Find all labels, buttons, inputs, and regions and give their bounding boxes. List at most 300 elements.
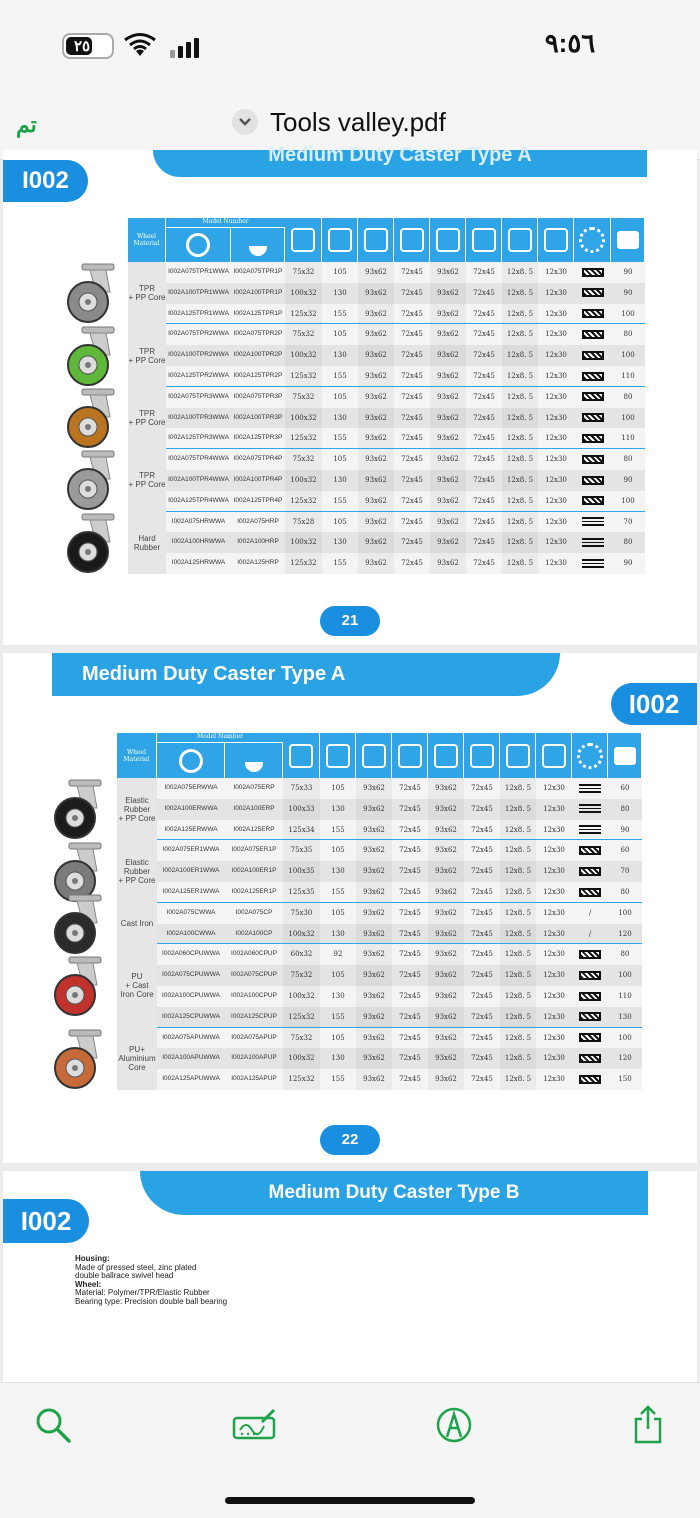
table-cell: 75x33 (283, 778, 320, 799)
search-button[interactable] (33, 1405, 73, 1445)
table-cell: 93x62 (430, 387, 466, 408)
table-cell: 12x8. 5 (500, 1069, 536, 1090)
table-cell: 72x45 (399, 825, 421, 834)
table-cell: 100 (621, 413, 635, 422)
plate-size-icon (436, 228, 460, 252)
table-row (157, 965, 642, 986)
table-row (157, 799, 642, 820)
table-cell: 93x62 (428, 1028, 464, 1049)
table-cell: I002A100TPR3WWA (168, 413, 229, 421)
table-cell: 110 (621, 434, 635, 443)
table-cell: 93x62 (356, 903, 392, 924)
table-cell: 93x62 (430, 532, 466, 553)
table-cell: 12x30 (543, 1012, 565, 1021)
table-cell: 125x32 (283, 1069, 320, 1090)
table-cell: 93x62 (356, 820, 392, 841)
signal-icon (170, 38, 206, 58)
table-cell: 12x8. 5 (500, 882, 536, 903)
table-row (166, 553, 645, 574)
table-cell: I002A125TPR2WWA (168, 372, 229, 379)
table-cell: 93x62 (430, 324, 466, 345)
column-header (231, 228, 285, 262)
table-cell: 12x30 (543, 1075, 565, 1084)
table-cell: 72x45 (399, 971, 421, 980)
table-cell: 105 (333, 517, 347, 526)
table-cell: 12x8. 5 (502, 324, 538, 345)
caster-wheel-image (47, 778, 107, 840)
series-badge: I002 (3, 1199, 89, 1243)
column-header (502, 218, 538, 262)
table-cell: 150 (618, 1075, 632, 1084)
table-cell: 93x62 (428, 799, 464, 820)
caster-wheel-image (47, 955, 107, 1017)
table-cell: I002A125HRP (237, 559, 279, 567)
column-header (283, 733, 320, 778)
table-cell: 12x8. 5 (500, 924, 536, 945)
table-cell: I002A125TPR3WWA (168, 434, 229, 442)
table-cell: 12x30 (543, 992, 565, 1000)
table-cell: 92 (333, 950, 343, 959)
wheel-material-cell: TPR + PP Core (128, 449, 166, 511)
table-cell: 75x32 (285, 262, 322, 283)
table-cell: 72x45 (471, 846, 493, 855)
table-cell: I002A075TPR3WWA (168, 392, 229, 400)
table-cell: 72x45 (473, 309, 495, 318)
caster-wheel-image (60, 325, 120, 387)
bearing-icon (579, 227, 605, 253)
wheel-line: Material: Polymer/TPR/Elastic Rubber (75, 1288, 210, 1297)
table-cell: 155 (333, 559, 347, 568)
table-cell: 125x32 (285, 304, 322, 325)
table-cell: I002A100HRWWA (171, 538, 226, 546)
battery-indicator (62, 33, 114, 59)
table-cell: 93x62 (358, 408, 394, 429)
wheel-line: Bearing type: Precision double ball bearing (75, 1296, 228, 1306)
table-cell: 75x32 (285, 387, 322, 408)
table-cell: I002A100HRP (237, 538, 279, 546)
signature-icon (232, 1408, 278, 1442)
table-cell: I002A100APUP (231, 1054, 277, 1062)
table-cell: 72x45 (473, 455, 495, 464)
table-cell: 72x45 (473, 517, 495, 526)
top-plate-size-icon (364, 228, 388, 252)
table-cell: I002A100TPR2P (233, 351, 283, 359)
status-bar (0, 0, 700, 95)
table-cell: I002A125TPR2P (233, 372, 283, 379)
table-cell: I002A100CP (235, 929, 273, 937)
table-cell: I002A125TPR4WWA (168, 496, 229, 504)
table-cell: 12x30 (545, 309, 567, 318)
table-cell: 72x45 (399, 804, 421, 813)
table-cell: 12x8. 5 (500, 778, 536, 799)
table-cell: 72x45 (471, 804, 493, 813)
table-row (166, 283, 645, 304)
table-cell: 130 (331, 929, 345, 938)
table-cell: 12x30 (545, 413, 567, 422)
table-cell: 72x45 (401, 455, 423, 464)
table-cell: 72x45 (399, 888, 421, 896)
table-cell: 72x45 (399, 1075, 421, 1084)
table-cell: 93x62 (428, 903, 464, 924)
table-cell: 100x32 (285, 408, 322, 429)
table-cell: 100 (618, 971, 632, 980)
signature-button[interactable] (232, 1405, 278, 1445)
table-cell: 90 (623, 476, 633, 484)
bearing-type-icon (572, 1007, 608, 1028)
table-cell: 12x8. 5 (500, 965, 536, 986)
table-cell: 12x30 (545, 351, 567, 360)
column-header (464, 733, 500, 778)
table-cell: I002A100ER1P (231, 867, 277, 875)
wheel-material-cell: Elastic Rubber + PP Core (117, 840, 157, 902)
table-cell: 72x45 (471, 1033, 493, 1042)
table-cell: 12x8. 5 (502, 428, 538, 449)
table-cell: 93x62 (358, 532, 394, 553)
bolt-hole-spacing-icon (470, 744, 494, 768)
table-cell: 125x34 (283, 820, 320, 841)
table-cell: 72x45 (471, 784, 493, 792)
swivel-caster-icon (245, 750, 263, 772)
table-cell: 12x8. 5 (502, 491, 538, 512)
share-button[interactable] (628, 1405, 668, 1445)
page-banner: Medium Duty Caster Type A (153, 150, 647, 177)
column-header (322, 218, 358, 262)
search-icon (34, 1406, 72, 1444)
table-cell: 125x32 (283, 1007, 320, 1028)
wheel-front-icon (179, 749, 203, 773)
table-cell: 12x30 (543, 825, 565, 834)
table-cell: 72x45 (473, 268, 495, 276)
column-header (466, 218, 502, 262)
table-cell: I002A100CWWA (166, 929, 216, 937)
markup-button[interactable] (434, 1405, 474, 1445)
table-cell: 80 (623, 330, 633, 339)
table-cell: 125x32 (285, 366, 322, 387)
mounting-icon (544, 228, 568, 252)
table-row (157, 820, 642, 841)
table-cell: 100 (618, 1033, 632, 1042)
table-row (166, 449, 645, 470)
table-cell: 105 (331, 1033, 345, 1042)
table-cell: I002A075CPUWWA (162, 971, 220, 979)
wheel-material-cell: TPR + PP Core (128, 324, 166, 386)
housing-line: Made of pressed steel, zinc plated (75, 1262, 197, 1272)
table-cell: 12x8. 5 (502, 345, 538, 366)
table-cell: I002A075ER1P (231, 846, 277, 854)
bearing-type-icon (572, 861, 608, 882)
bearing-type-icon (574, 304, 611, 325)
table-cell: I002A075TPR1P (233, 268, 283, 275)
table-cell: 72x45 (401, 309, 423, 318)
table-cell: I002A100TPR4WWA (168, 476, 229, 483)
table-cell: 100 (621, 496, 635, 505)
table-cell: 93x62 (430, 283, 466, 304)
table-cell: 93x62 (428, 820, 464, 841)
table-cell: 72x45 (471, 1075, 493, 1084)
column-header (500, 733, 536, 778)
table-cell: 93x62 (358, 262, 394, 283)
table-cell: 100 (621, 309, 635, 318)
table-row (166, 470, 645, 491)
table-cell: 12x30 (543, 784, 565, 792)
table-cell: 12x8. 5 (502, 304, 538, 325)
table-cell: I002A125ERP (233, 825, 275, 833)
wheel-material-cell: PU+ Aluminium Core (117, 1028, 157, 1090)
swivel-caster-icon (249, 234, 267, 256)
table-cell: 93x62 (430, 408, 466, 429)
table-cell: 155 (333, 309, 347, 318)
table-cell: 72x45 (473, 288, 495, 297)
table-cell: 12x30 (545, 455, 567, 464)
table-cell: 93x62 (430, 553, 466, 574)
caster-wheel-image (60, 262, 120, 324)
bearing-type-icon (572, 1069, 608, 1090)
table-cell: 72x45 (399, 1012, 421, 1021)
table-cell: 70 (620, 867, 630, 876)
table-cell: 80 (623, 392, 633, 401)
table-cell: 72x45 (401, 434, 423, 443)
table-cell: I002A125TPR3P (233, 434, 283, 442)
table-cell: 93x62 (428, 965, 464, 986)
bearing-type-icon (572, 840, 608, 861)
bearing-type-icon (572, 1028, 608, 1049)
table-cell: I002A125HRWWA (171, 559, 226, 567)
pdf-page-23 (3, 1171, 697, 1401)
table-cell: 130 (333, 413, 347, 422)
column-header (428, 733, 464, 778)
table-cell: 12x8. 5 (502, 532, 538, 553)
table-cell: 75x32 (285, 324, 322, 345)
table-cell: 72x45 (473, 413, 495, 422)
table-cell: 12x30 (543, 929, 565, 938)
table-cell: 75x32 (285, 449, 322, 470)
table-cell: 130 (331, 992, 345, 1000)
table-cell: 72x45 (471, 825, 493, 834)
table-cell: 72x45 (399, 950, 421, 959)
table-cell: 12x8. 5 (502, 408, 538, 429)
table-cell: 72x45 (473, 476, 495, 484)
table-cell: 72x45 (401, 330, 423, 339)
table-cell: 105 (331, 908, 345, 917)
table-cell: 12x8. 5 (500, 820, 536, 841)
table-cell: I002A100ERP (233, 804, 275, 812)
table-cell: 12x30 (545, 372, 567, 380)
table-cell: I002A075TPR2WWA (168, 330, 229, 338)
table-cell: 93x62 (356, 944, 392, 965)
table-cell: I002A075HRP (237, 517, 279, 525)
table-cell: 130 (618, 1012, 632, 1021)
table-cell: I002A100TPR4P (233, 476, 283, 483)
table-row (157, 1007, 642, 1028)
table-cell: I002A075TPR1WWA (168, 268, 229, 275)
table-row (166, 408, 645, 429)
table-cell: 93x62 (356, 1069, 392, 1090)
table-cell: 100x32 (285, 345, 322, 366)
home-indicator (225, 1497, 475, 1504)
bearing-type-icon (574, 387, 611, 408)
done-button[interactable]: تم (16, 112, 37, 137)
pdf-document-view[interactable] (0, 144, 700, 1382)
table-cell: 93x62 (428, 882, 464, 903)
table-cell: I002A100ERWWA (164, 804, 218, 812)
table-cell: 72x45 (471, 992, 493, 1000)
table-cell: 72x45 (401, 372, 423, 380)
wheel-material-cell: Cast Iron (117, 903, 157, 945)
page-banner: Medium Duty Caster Type B (140, 1171, 648, 1215)
table-cell: 75x32 (283, 965, 320, 986)
table-cell: I002A100TPR2WWA (168, 351, 229, 359)
column-header (536, 733, 572, 778)
table-cell: 90 (623, 268, 633, 276)
table-cell: 125x32 (285, 428, 322, 449)
table-cell: 72x45 (401, 559, 423, 568)
table-cell: 93x62 (358, 345, 394, 366)
load-capacity-icon (617, 231, 639, 249)
table-row (157, 1028, 642, 1049)
column-header (394, 218, 430, 262)
caster-wheel-image (47, 1028, 107, 1090)
table-cell: 60x32 (283, 944, 320, 965)
table-cell: 93x62 (358, 283, 394, 304)
table-cell: I002A100CPUP (231, 992, 277, 999)
table-cell: 130 (333, 538, 347, 547)
table-header (117, 733, 642, 778)
table-cell: 130 (331, 1054, 345, 1063)
table-cell: 100x32 (285, 283, 322, 304)
table-cell: 93x62 (428, 840, 464, 861)
table-cell: 12x8. 5 (500, 799, 536, 820)
title-menu-button[interactable] (232, 109, 258, 135)
table-cell: 93x62 (430, 470, 466, 491)
table-cell: 12x30 (545, 268, 567, 276)
table-cell: 72x45 (399, 908, 421, 917)
table-cell: 100x35 (283, 861, 320, 882)
table-cell: 72x45 (399, 929, 421, 938)
table-row (166, 366, 645, 387)
table-cell: I002A075APUP (231, 1033, 277, 1041)
plain-bore-icon (574, 553, 611, 574)
table-cell: 12x30 (543, 804, 565, 813)
plain-bore-icon (572, 799, 608, 820)
table-cell: 12x30 (543, 1054, 565, 1063)
bearing-type-icon (574, 491, 611, 512)
table-cell: 72x45 (473, 330, 495, 339)
wheel-material-cell: TPR + PP Core (128, 262, 166, 324)
table-cell: 155 (331, 1012, 345, 1021)
table-cell: 93x62 (430, 449, 466, 470)
table-cell: 105 (331, 846, 345, 855)
table-cell: 130 (333, 476, 347, 484)
description (75, 1255, 227, 1306)
bottom-toolbar (0, 1382, 700, 1518)
table-cell: 12x8. 5 (502, 387, 538, 408)
share-icon (631, 1405, 665, 1445)
table-row (157, 1048, 642, 1069)
table-cell: 12x8. 5 (502, 449, 538, 470)
table-cell: I002A125TPR1P (233, 309, 283, 317)
mounting-icon (542, 744, 566, 768)
top-plate-size-icon (362, 744, 386, 768)
caster-wheel-image (60, 387, 120, 449)
table-cell: 93x62 (358, 366, 394, 387)
markup-icon (435, 1406, 473, 1444)
column-header (538, 218, 574, 262)
wheel-material-cell: PU + Cast Iron Core (117, 944, 157, 1027)
table-cell: 72x45 (471, 888, 493, 896)
table-cell: / (588, 908, 592, 917)
table-cell: 72x45 (473, 392, 495, 401)
wheel-label: Wheel: (75, 1279, 102, 1289)
table-cell: 12x30 (545, 517, 567, 526)
table-cell: 100 (618, 908, 632, 917)
table-cell: 12x8. 5 (500, 861, 536, 882)
model-number-header: Model Number (157, 733, 283, 743)
table-cell: 12x30 (545, 559, 567, 568)
table-cell: 12x30 (543, 950, 565, 959)
table-cell: 110 (621, 372, 635, 380)
table-row (157, 924, 642, 945)
table-cell: 80 (623, 455, 633, 464)
table-cell: 93x62 (430, 491, 466, 512)
table-cell: 12x8. 5 (500, 944, 536, 965)
table-cell: 93x62 (428, 924, 464, 945)
bolt-spacing-icon (400, 228, 424, 252)
table-cell: 12x30 (545, 538, 567, 547)
table-cell: 75x30 (283, 903, 320, 924)
table-cell: I002A060CPUP (231, 950, 277, 958)
table-row (157, 840, 642, 861)
table-cell: 93x62 (358, 512, 394, 533)
table-cell: 72x45 (401, 351, 423, 360)
table-cell: 72x45 (401, 392, 423, 401)
table-cell: 12x8. 5 (500, 986, 536, 1007)
table-row (166, 491, 645, 512)
table-cell: 155 (333, 434, 347, 443)
bearing-type-icon (574, 324, 611, 345)
table-cell: 60 (620, 784, 630, 792)
table-cell: 93x62 (358, 304, 394, 325)
table-cell: 72x45 (471, 950, 493, 959)
plain-bore-icon (574, 532, 611, 553)
table-cell: 72x45 (399, 846, 421, 855)
table-cell: I002A075TPR4WWA (168, 455, 229, 463)
pdf-page-21 (3, 144, 697, 645)
table-cell: 12x30 (543, 846, 565, 855)
table-cell: 93x62 (430, 262, 466, 283)
table-row (166, 262, 645, 283)
table-cell: 100x32 (285, 470, 322, 491)
table-cell: 12x30 (543, 971, 565, 980)
table-cell: 72x45 (473, 559, 495, 568)
table-cell: 72x45 (471, 867, 493, 876)
table-cell: 80 (620, 804, 630, 813)
caster-wheel-image (60, 512, 120, 574)
series-badge: I002 (3, 160, 88, 202)
table-cell: I002A100ER1WWA (162, 867, 220, 875)
table-cell: 12x8. 5 (500, 840, 536, 861)
table-cell: 93x62 (428, 861, 464, 882)
table-cell: 72x45 (401, 413, 423, 422)
table-cell: I002A125ER1WWA (162, 888, 220, 895)
table-cell: 93x62 (356, 861, 392, 882)
battery-level: ٢٥ (73, 38, 91, 55)
column-header (166, 228, 231, 262)
table-row (166, 345, 645, 366)
table-row (166, 304, 645, 325)
table-cell: 72x45 (401, 517, 423, 526)
column-header (285, 218, 322, 262)
table-cell: 72x45 (473, 538, 495, 547)
